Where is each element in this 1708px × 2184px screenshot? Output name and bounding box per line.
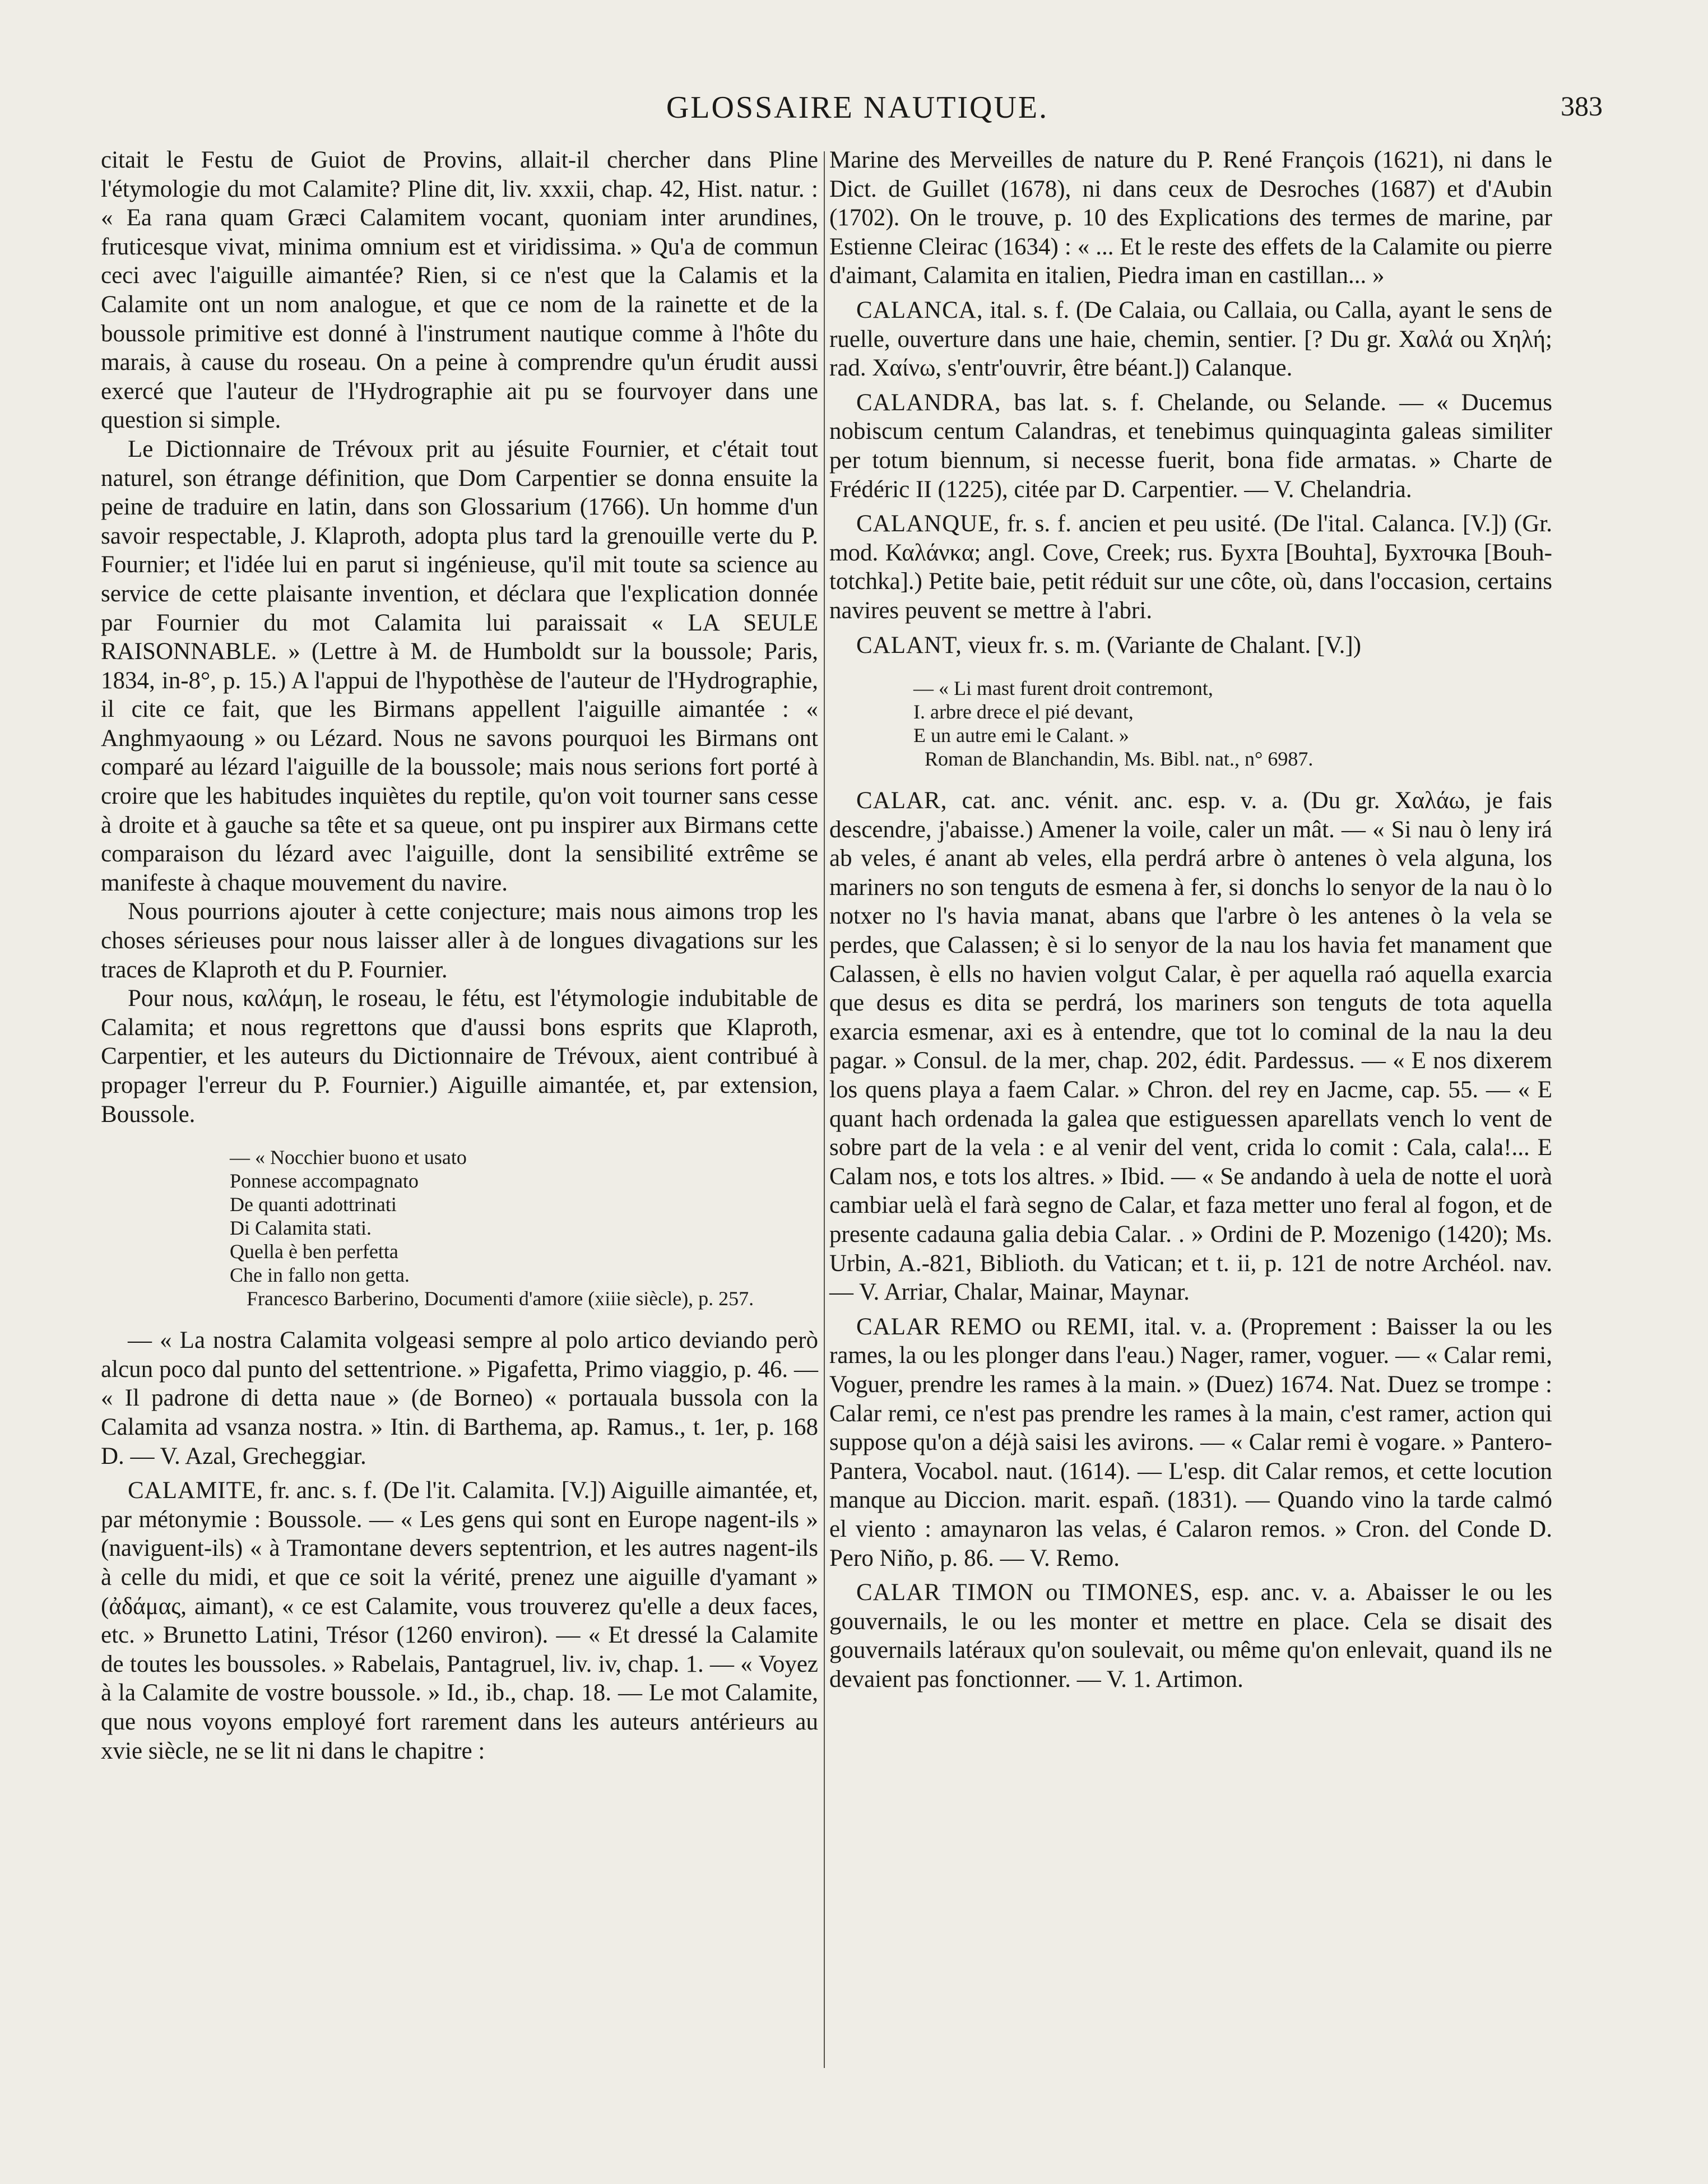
page-header [101, 90, 1614, 135]
verse-quotation [230, 1146, 818, 1310]
entry-headword: CALAR REMO ou REMI, [856, 1313, 1136, 1340]
entry-body: fr. anc. s. f. (De l'it. Calamita. [V.]) Aiguille aimantée, et, par métonymie : Boussole. — « Les gens qui sont en Europe nagent-ils » (naviguent-ils) « à Tramontane devers septentrion, et les autres nagent-ils à celle du midi, et que ce soit la vérité, prenez une aiguille d'yamant » (ἀδάμας, aimant), « ce est Calamite, vous trouverez qu'elle a deux faces, etc. » Brunetto Latini, Trésor (1260 environ). — « Et dressé la Calamite de toutes les boussoles. » Rabelais, Pantagruel, liv. iv, chap. 1. — « Voyez à la Calamite de vostre boussole. » Id., ib., chap. 18. — Le mot Calamite, que nous voyons employé fort rarement dans les auteurs antérieurs au xvie siècle, ne se lit ni dans le chapitre : [101, 1477, 818, 1764]
entry-body: cat. anc. vénit. anc. esp. v. a. (Du gr. Χαλάω, je fais descendre, j'abaisse.) Amener la voile, caler un mât. — « Si nau ò leny irá ab veles, é anant ab veles, ella perdrá arbre ò antenes ò vela alguna, los mariners no son tenguts de esmena à fer, si donchs lo senyor de la nau ò lo notxer no l's havia manat, abans que l'arbre ò les antenes ò la vela se perdes, que Calassen; è si lo senyor de la nau los havia fet manament que Calassen, è ells no havien volgut Calar, è per aquella raó aquella exarcia que desus es dita se perdrá, los mariners son tenguts de tota aquella exarcia esmenar, axi es à entendre, que tot lo cominal de la nau la deu pagar. » Consul. de la mer, chap. 202, édit. Pardessus. — « E nos dixerem los quens playa a faem Calar. » Chron. del rey en Jacme, cap. 55. — « E quant hach ordenada la galea que estiguessen aparellats vench lo vent de sobre part de la vela : e al venir del vent, crida lo comit : Cala, cala!... E Calam nos, e tots los altres. » Ibid. — « Se andando à uela de notte el uorà cambiar uelà el farà segno de Calar, et faza metter uno feral al fogon, et de presente cadauna galia debia Calar. . » Ordini de P. Mozenigo (1420); Ms. Urbin, A.-821, Biblioth. du Vatican; et t. ii, p. 121 de notre Archéol. nav. — V. Arriar, Chalar, Mainar, Maynar. [829, 787, 1552, 1306]
page-number: 383 [1561, 90, 1603, 122]
entry-headword: CALANDRA, [856, 389, 1001, 416]
right-column [829, 146, 1552, 1694]
entry-headword: CALANQUE, [856, 511, 1000, 537]
paragraph: Nous pourrions ajouter à cette conjecture; mais nous aimons trop les choses sérieuses pour nous laisser aller à de longues divagations sur les traces de Klaproth et du P. Fournier. [101, 898, 818, 983]
quotation-source: Roman de Blanchandin, Ms. Bibl. nat., n° 6987. [925, 748, 1314, 771]
verse-line: — « Li mast furent droit contremont, [913, 677, 1213, 700]
column-divider [824, 151, 825, 2068]
entry-headword: CALAMITE, [128, 1477, 263, 1504]
verse-line: Di Calamita stati. [230, 1217, 372, 1240]
verse-quotation [913, 676, 1552, 771]
entry-body: vieux fr. s. m. (Variante de Chalant. [V.]) [962, 632, 1362, 659]
paragraph: Marine des Merveilles de nature du P. René François (1621), ni dans le Dict. de Guillet (1678), ni dans ceux de Desroches (1687) et d'Aubin (1702). On le trouve, p. 10 des Explications des termes de marine, par Estienne Cleirac (1634) : « ... Et le reste des effets de la Calamite ou pierre d'aimant, Calamita en italien, Piedra iman en castillan... » [829, 147, 1552, 289]
entry-calar [829, 786, 1552, 1307]
verse-line: Ponnese accompagnato [230, 1170, 419, 1193]
entry-calanque [829, 509, 1552, 625]
verse-line: E un autre emi le Calant. » [913, 724, 1129, 747]
entry-headword: CALAR TIMON ou TIMONES, [856, 1579, 1200, 1606]
verse-line: Che in fallo non getta. [230, 1264, 410, 1287]
entry-headword: CALANT, [856, 632, 962, 659]
entry-body: bas lat. s. f. Chelande, ou Selande. — « Ducemus nobiscum centum Calandras, et tenebimus quinquaginta galeas similiter per totum biennum, si necesse fuerit, bona fide armatas. » Charte de Frédéric II (1225), citée par D. Carpentier. — V. Chelandria. [829, 389, 1552, 503]
quotation-source: Francesco Barberino, Documenti d'amore (xiiie siècle), p. 257. [247, 1287, 754, 1310]
verse-line: I. arbre drece el pié devant, [913, 701, 1134, 724]
verse-line: — « Nocchier buono et usato [230, 1146, 467, 1169]
entry-headword: CALAR, [856, 787, 948, 814]
entry-calamite [101, 1476, 818, 1765]
entry-calar-timon [829, 1578, 1552, 1694]
entry-body: ital. v. a. (Proprement : Baisser la ou les rames, la ou les plonger dans l'eau.) Nager, ramer, voguer. — « Calar remi, Voguer, prendre les rames à la main. » (Duez) 1674. Nat. Duez se trompe : Calar remi, ce n'est pas prendre les rames à la main, c'est ramer, action qui suppose qu'on a déjà saisi les avirons. — « Calar remi è vogare. » Pantero-Pantera, Vocabol. naut. (1614). — L'esp. dit Calar remos, et cette locution manque au Diccion. marit. españ. (1831). — Quando vino la tarde calmó el viento : amaynaron las velas, é Calaron remos. » Cron. del Conde D. Pero Niño, p. 86. — V. Remo. [829, 1313, 1552, 1571]
entry-calant [829, 631, 1552, 660]
left-column [101, 146, 818, 1765]
verse-line: De quanti adottrinati [230, 1193, 397, 1216]
paragraph: citait le Festu de Guiot de Provins, allait-il chercher dans Pline l'étymologie du mot Calamite? Pline dit, liv. xxxii, chap. 42, Hist. natur. : « Ea rana quam Græci Calamitem vocant, quoniam inter arundines, fruticesque vivat, minima omnium est et viridissima. » Qu'a de commun ceci avec l'aiguille aimantée? Rien, si ce n'est que la Calamis et la Calamite ont un nom analogue, et que ce nom de la rainette et de la boussole primitive est donné à l'instrument nautique comme à l'hôte du marais, à cause du roseau. On a peine à comprendre qu'un érudit aussi exercé que l'auteur de l'Hydrographie ait pu se fourvoyer dans une question si simple. [101, 147, 818, 434]
entry-body: ital. s. f. (De Calaia, ou Callaia, ou Calla, ayant le sens de ruelle, ouverture dans une haie, chemin, sentier. [? Du gr. Χαλά ou Χηλή; rad. Χαίνω, s'entr'ouvrir, être béant.]) Calanque. [829, 296, 1552, 382]
entry-headword: CALANCA, [856, 296, 983, 323]
paragraph: Le Dictionnaire de Trévoux prit au jésuite Fournier, et c'était tout naturel, son étrange définition, que Dom Carpentier se donna ensuite la peine de traduire en latin, dans son Glossarium (1766). Un homme d'un savoir respectable, J. Klaproth, adopta plus tard la grenouille verte du P. Fournier; et l'idée lui en parut si ingénieuse, qu'il mit toute sa science au service de cette plaisante invention, et déclara que l'explication donnée par Fournier du mot Calamita lui paraissait « LA SEULE RAISONNABLE. » (Lettre à M. de Humboldt sur la boussole; Paris, 1834, in-8°, p. 15.) A l'appui de l'hypothèse de l'auteur de l'Hydrographie, il cite ce fait, que les Birmans appellent l'aiguille aimantée : « Anghmyaoung » ou Lézard. Nous ne savons pourquoi les Birmans ont comparé au lézard l'aiguille de la boussole; mais nous serions fort porté à croire que les habitudes inquiètes du reptile, qu'on voit tourner sans cesse à droite et à gauche sa tête et sa queue, ont pu inspirer aux Birmans cette comparaison du lézard avec l'aiguille, dont la sensibilité extrême se manifeste à chaque mouvement du navire. [101, 435, 818, 896]
paragraph: Pour nous, καλάμη, le roseau, le fétu, est l'étymologie indubitable de Calamita; et nous regrettons que d'aussi bons esprits que Klaproth, Carpentier, et les auteurs du Dictionnaire de Trévoux, aient contribué à propager l'erreur du P. Fournier.) Aiguille aimantée, et, par extension, Boussole. [101, 985, 818, 1128]
paragraph: — « La nostra Calamita volgeasi sempre al polo artico deviando però alcun poco dal punto del settentrione. » Pigafetta, Primo viaggio, p. 46. — « Il padrone di detta naue » (de Borneo) « portauala bussola con la Calamita ad vsanza nostra. » Itin. di Barthema, ap. Ramus., t. 1er, p. 168 D. — V. Azal, Grecheggiar. [101, 1327, 818, 1469]
entry-calandra [829, 388, 1552, 504]
verse-line: Quella è ben perfetta [230, 1240, 398, 1263]
entry-body: esp. anc. v. a. Abaisser le ou les gouvernails, le ou les monter et mettre en place. Cela se disait des gouvernails latéraux qu'on soulevait, ou même qu'on enlevait, quand ils ne devaient pas fonctionner. — V. 1. Artimon. [829, 1579, 1552, 1693]
entry-body: fr. s. f. ancien et peu usité. (De l'ital. Calanca. [V.]) (Gr. mod. Καλάνκα; angl. Cove, Creek; rus. Бухта [Bouhta], Бухточка [Bouh-totchka].) Petite baie, petit réduit sur une côte, où, dans l'occasion, certains navires peuvent se mettre à l'abri. [829, 511, 1552, 624]
entry-calar-remo [829, 1313, 1552, 1573]
entry-calanca [829, 296, 1552, 383]
running-title: GLOSSAIRE NAUTIQUE. [666, 90, 1049, 125]
